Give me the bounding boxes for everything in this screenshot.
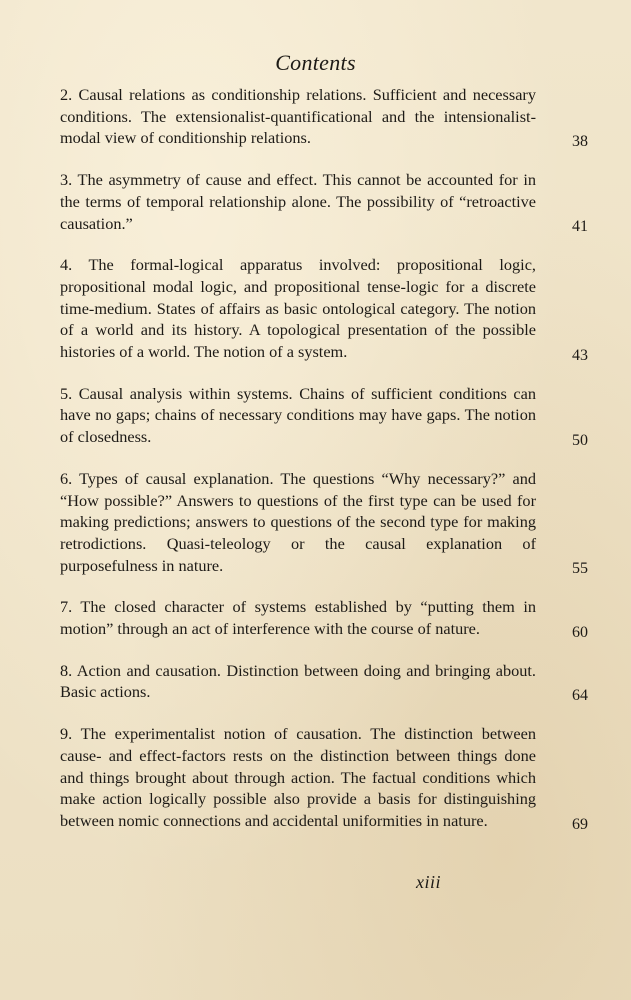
contents-list [60,84,588,852]
entry-page-number: 55 [572,560,588,578]
contents-entry [60,596,588,641]
entry-text: 5. Causal analysis within systems. Chains of sufficient conditions can have no gaps; chains of necessary conditions may have gaps. The notion of closedness. [60,383,536,447]
contents-entry [60,84,588,151]
contents-entry [60,468,588,578]
contents-entry [60,383,588,449]
entry-page-number: 50 [572,431,588,449]
entry-text: 7. The closed character of systems established by “putting them in motion” through an act of interference with the course of nature. [60,597,536,639]
entry-page-number: 64 [572,687,588,705]
entry-text: 3. The asymmetry of cause and effect. This cannot be accounted for in the terms of temporal relationship alone. The possibility of “retroactive causation.” [60,170,536,233]
contents-entry [60,723,588,833]
entry-page-number: 69 [572,815,588,833]
contents-entry [60,254,588,364]
entry-page-number: 41 [572,218,588,236]
entry-page-number: 43 [572,346,588,364]
entry-text: 4. The formal-logical apparatus involved: propositional logic, propositional modal logic, and propositional tense-logic for a discrete time-medium. States of affairs as basic ontological category. The notion of a world and its history. A topological presentation of the possible histories of a world. The notion of a system. [60,255,536,362]
entry-text: 6. Types of causal explanation. The questions “Why necessary?” and “How possible?” Answers to questions of the first type can be used for making predictions; answers to questions of the second type for making retrodictions. Quasi-teleology or the causal explanation of purposefulness in nature. [60,468,536,575]
page-heading: Contents [275,50,356,75]
entry-text: 9. The experimentalist notion of causation. The distinction between cause- and effect-factors rests on the distinction between things done and things brought about through action. The factual conditions which make action logically possible also provide a basis for distinguishing between nomic connections and accidental uniformities in nature. [60,724,536,830]
entry-text: 8. Action and causation. Distinction between doing and bringing about. Basic actions. [60,660,536,702]
entry-page-number: 60 [572,623,588,641]
contents-entry [60,660,588,705]
entry-text: 2. Causal relations as conditionship relations. Sufficient and necessary conditions. The extensionalist-quantificational and the intensionalist-modal view of conditionship relations. [60,85,536,148]
entry-page-number: 38 [572,133,588,151]
contents-entry [60,169,588,236]
page-folio: xiii [416,872,441,892]
